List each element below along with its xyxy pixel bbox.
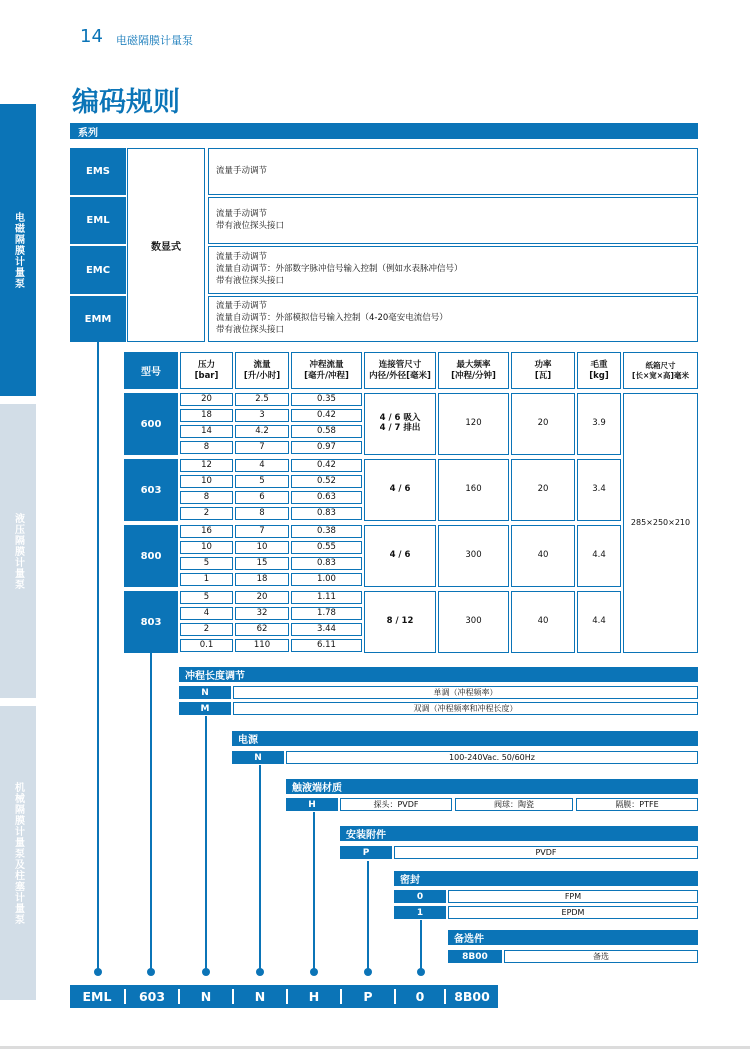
cell-power: 20: [511, 393, 575, 455]
cell-weight: 3.9: [577, 393, 621, 455]
cell-flow: 6: [235, 491, 289, 504]
header-line: [kg]: [589, 370, 609, 381]
code-segment-stroke: N: [180, 989, 234, 1004]
cell-pressure: 20: [180, 393, 233, 406]
code-segment-accessory: P: [342, 989, 396, 1004]
connector-dot: [417, 968, 425, 976]
series-code-emm: EMM: [70, 296, 126, 342]
header-line: 连接管尺寸: [378, 359, 422, 370]
cell-stroke-flow: 1.78: [291, 607, 362, 620]
code-example-bar: [70, 985, 498, 1008]
series-type-label: 数显式: [151, 241, 181, 253]
model-code-603: 603: [124, 459, 178, 521]
model-code-800: 800: [124, 525, 178, 587]
cell-stroke-flow: 3.44: [291, 623, 362, 636]
cell-stroke-flow: 0.63: [291, 491, 362, 504]
cell-power: 40: [511, 525, 575, 587]
power-value-n: 100-240Vac. 50/60Hz: [286, 751, 698, 764]
cell-box-size: 285×250×210: [623, 393, 698, 653]
cell-frequency: 300: [438, 591, 509, 653]
cell-stroke-flow: 6.11: [291, 639, 362, 652]
cell-pressure: 12: [180, 459, 233, 472]
spec-header-box-size: [623, 352, 698, 389]
model-code-803: 803: [124, 591, 178, 653]
cell-frequency: 160: [438, 459, 509, 521]
desc-line: 流量手动调节: [216, 208, 268, 219]
cell-flow: 20: [235, 591, 289, 604]
cell-stroke-flow: 0.83: [291, 557, 362, 570]
cell-stroke-flow: 0.97: [291, 441, 362, 454]
series-desc-emm: [208, 296, 698, 342]
accessory-option-title: 安装附件: [340, 826, 698, 841]
cell-stroke-flow: 0.52: [291, 475, 362, 488]
cell-flow: 62: [235, 623, 289, 636]
cell-weight: 4.4: [577, 591, 621, 653]
cell-flow: 7: [235, 525, 289, 538]
desc-line: 流量手动调节: [216, 301, 268, 312]
cell-pressure: 10: [180, 475, 233, 488]
spec-header-flow: [235, 352, 289, 389]
header-line: 功率: [534, 359, 552, 370]
seal-option-title: 密封: [394, 871, 698, 886]
cell-frequency: 300: [438, 525, 509, 587]
power-code-n: N: [232, 751, 284, 764]
header-line: [长×宽×高]毫米: [632, 370, 689, 380]
seal-code-0: 0: [394, 890, 446, 903]
seal-value-1: EPDM: [448, 906, 698, 919]
spec-header-stroke-flow: [291, 352, 362, 389]
code-segment-spare: 8B00: [454, 989, 490, 1004]
header-line: [升/小时]: [243, 370, 281, 381]
header-line: [毫升/冲程]: [304, 370, 349, 381]
cell-pressure: 5: [180, 591, 233, 604]
seal-value-0: FPM: [448, 890, 698, 903]
series-type: [127, 148, 205, 342]
sidebar-tab-mechanical[interactable]: [0, 706, 36, 1000]
power-option-title: 电源: [232, 731, 698, 746]
sidebar-tab-label: 机械隔膜计量泵及柱塞计量泵: [12, 781, 24, 925]
cell-flow: 10: [235, 541, 289, 554]
cell-connection: 4 / 6 吸入 4 / 7 排出: [364, 393, 436, 455]
header-line: [瓦]: [534, 370, 552, 381]
sidebar-tab-label: 电磁隔膜计量泵: [12, 211, 24, 289]
connector-dot: [94, 968, 102, 976]
spare-code-8b00: 8B00: [448, 950, 502, 963]
spec-header-frequency: [438, 352, 509, 389]
desc-line: 流量自动调节：外部数字脉冲信号输入控制（例如水表脉冲信号）: [216, 264, 463, 275]
cell-stroke-flow: 1.00: [291, 573, 362, 586]
cell-stroke-flow: 0.83: [291, 507, 362, 520]
connector-line-material: [313, 812, 315, 972]
cell-pressure: 18: [180, 409, 233, 422]
cell-flow: 8: [235, 507, 289, 520]
cell-flow: 5: [235, 475, 289, 488]
cell-power: 40: [511, 591, 575, 653]
cell-pressure: 8: [180, 491, 233, 504]
connector-line-accessory: [367, 861, 369, 972]
accessory-code-p: P: [340, 846, 392, 859]
cell-stroke-flow: 0.35: [291, 393, 362, 406]
sidebar-tab-label: 液压隔膜计量泵: [12, 512, 24, 590]
cell-stroke-flow: 1.11: [291, 591, 362, 604]
cell-connection: 4 / 6: [364, 459, 436, 521]
cell-stroke-flow: 0.55: [291, 541, 362, 554]
cell-flow: 15: [235, 557, 289, 570]
header-section: 电磁隔膜计量泵: [116, 34, 193, 47]
sidebar-tab-hydraulic[interactable]: [0, 404, 36, 698]
material-value-diaphragm: 隔膜：PTFE: [576, 798, 698, 811]
connector-line-series: [97, 342, 99, 972]
cell-flow: 32: [235, 607, 289, 620]
header-line: 最大频率: [456, 359, 491, 370]
cell-flow: 4: [235, 459, 289, 472]
spec-header-model: 型号: [124, 352, 178, 389]
desc-line: 带有液位探头接口: [216, 324, 285, 335]
spec-header-weight: [577, 352, 621, 389]
material-code-h: H: [286, 798, 338, 811]
series-bar: [70, 123, 698, 139]
connector-dot: [202, 968, 210, 976]
series-code-eml: EML: [70, 197, 126, 244]
desc-line: 带有液位探头接口: [216, 220, 285, 231]
series-desc-ems: [208, 148, 698, 195]
accessory-value-p: PVDF: [394, 846, 698, 859]
connector-line-stroke: [205, 716, 207, 972]
desc-line: 流量自动调节：外部模拟信号输入控制（4-20毫安电流信号）: [216, 313, 448, 324]
page-number: 14: [80, 26, 103, 47]
spare-value-8b00: 备选: [504, 950, 698, 963]
header-line: [bar]: [194, 370, 219, 381]
cell-pressure: 2: [180, 623, 233, 636]
cell-pressure: 14: [180, 425, 233, 438]
cell-stroke-flow: 0.42: [291, 459, 362, 472]
header-line: 纸箱尺寸: [645, 361, 676, 371]
cell-connection: 4 / 6: [364, 525, 436, 587]
spare-option-title: 备选件: [448, 930, 698, 945]
cell-pressure: 0.1: [180, 639, 233, 652]
series-desc-emc: [208, 246, 698, 294]
code-segment-series: EML: [70, 989, 126, 1004]
model-code-600: 600: [124, 393, 178, 455]
cell-pressure: 16: [180, 525, 233, 538]
cell-pressure: 4: [180, 607, 233, 620]
cell-flow: 3: [235, 409, 289, 422]
footer-divider: [0, 1046, 750, 1049]
desc-line: 流量手动调节: [216, 252, 268, 263]
cell-weight: 4.4: [577, 525, 621, 587]
cell-flow: 110: [235, 639, 289, 652]
stroke-code-n: N: [179, 686, 231, 699]
header-line: 内径/外径[毫米]: [369, 370, 431, 381]
connector-line-power: [259, 765, 261, 972]
cell-stroke-flow: 0.42: [291, 409, 362, 422]
cell-pressure: 8: [180, 441, 233, 454]
connector-dot: [310, 968, 318, 976]
cell-pressure: 10: [180, 541, 233, 554]
cell-weight: 3.4: [577, 459, 621, 521]
code-segment-power: N: [234, 989, 288, 1004]
sidebar-tab-electromagnetic[interactable]: [0, 104, 36, 396]
cell-stroke-flow: 0.38: [291, 525, 362, 538]
header-line: 压力: [197, 359, 215, 370]
connector-dot: [147, 968, 155, 976]
connector-line-model: [150, 653, 152, 972]
stroke-option-title: 冲程长度调节: [179, 667, 698, 682]
cell-frequency: 120: [438, 393, 509, 455]
code-segment-model: 603: [126, 989, 180, 1004]
code-segment-seal: 0: [396, 989, 446, 1004]
cell-flow: 2.5: [235, 393, 289, 406]
cell-stroke-flow: 0.58: [291, 425, 362, 438]
material-option-title: 触液端材质: [286, 779, 698, 794]
seal-code-1: 1: [394, 906, 446, 919]
cell-connection: 8 / 12: [364, 591, 436, 653]
cell-pressure: 1: [180, 573, 233, 586]
series-code-emc: EMC: [70, 246, 126, 294]
header-line: 流量: [253, 359, 271, 370]
series-label: 系列: [78, 127, 98, 139]
cell-flow: 18: [235, 573, 289, 586]
stroke-code-m: M: [179, 702, 231, 715]
cell-power: 20: [511, 459, 575, 521]
connector-dot: [256, 968, 264, 976]
cell-flow: 4.2: [235, 425, 289, 438]
material-value-ball: 阀球：陶瓷: [455, 798, 573, 811]
code-segment-material: H: [288, 989, 342, 1004]
series-desc-eml: [208, 197, 698, 244]
series-code-ems: EMS: [70, 148, 126, 195]
stroke-value-n: 单调（冲程频率）: [233, 686, 698, 699]
desc-line: 流量手动调节: [216, 165, 268, 176]
page-title: 编码规则: [72, 87, 180, 118]
connector-line-seal: [420, 920, 422, 972]
spec-header-pressure: [180, 352, 233, 389]
connector-dot: [364, 968, 372, 976]
cell-pressure: 5: [180, 557, 233, 570]
header-line: 毛重: [590, 359, 608, 370]
header-line: 冲程流量: [309, 359, 344, 370]
spec-header-power: [511, 352, 575, 389]
desc-line: 带有液位探头接口: [216, 275, 285, 286]
header-line: [冲程/分钟]: [451, 370, 496, 381]
material-value-probe: 探头：PVDF: [340, 798, 452, 811]
stroke-value-m: 双调（冲程频率和冲程长度）: [233, 702, 698, 715]
spec-header-connection: [364, 352, 436, 389]
cell-pressure: 2: [180, 507, 233, 520]
cell-flow: 7: [235, 441, 289, 454]
